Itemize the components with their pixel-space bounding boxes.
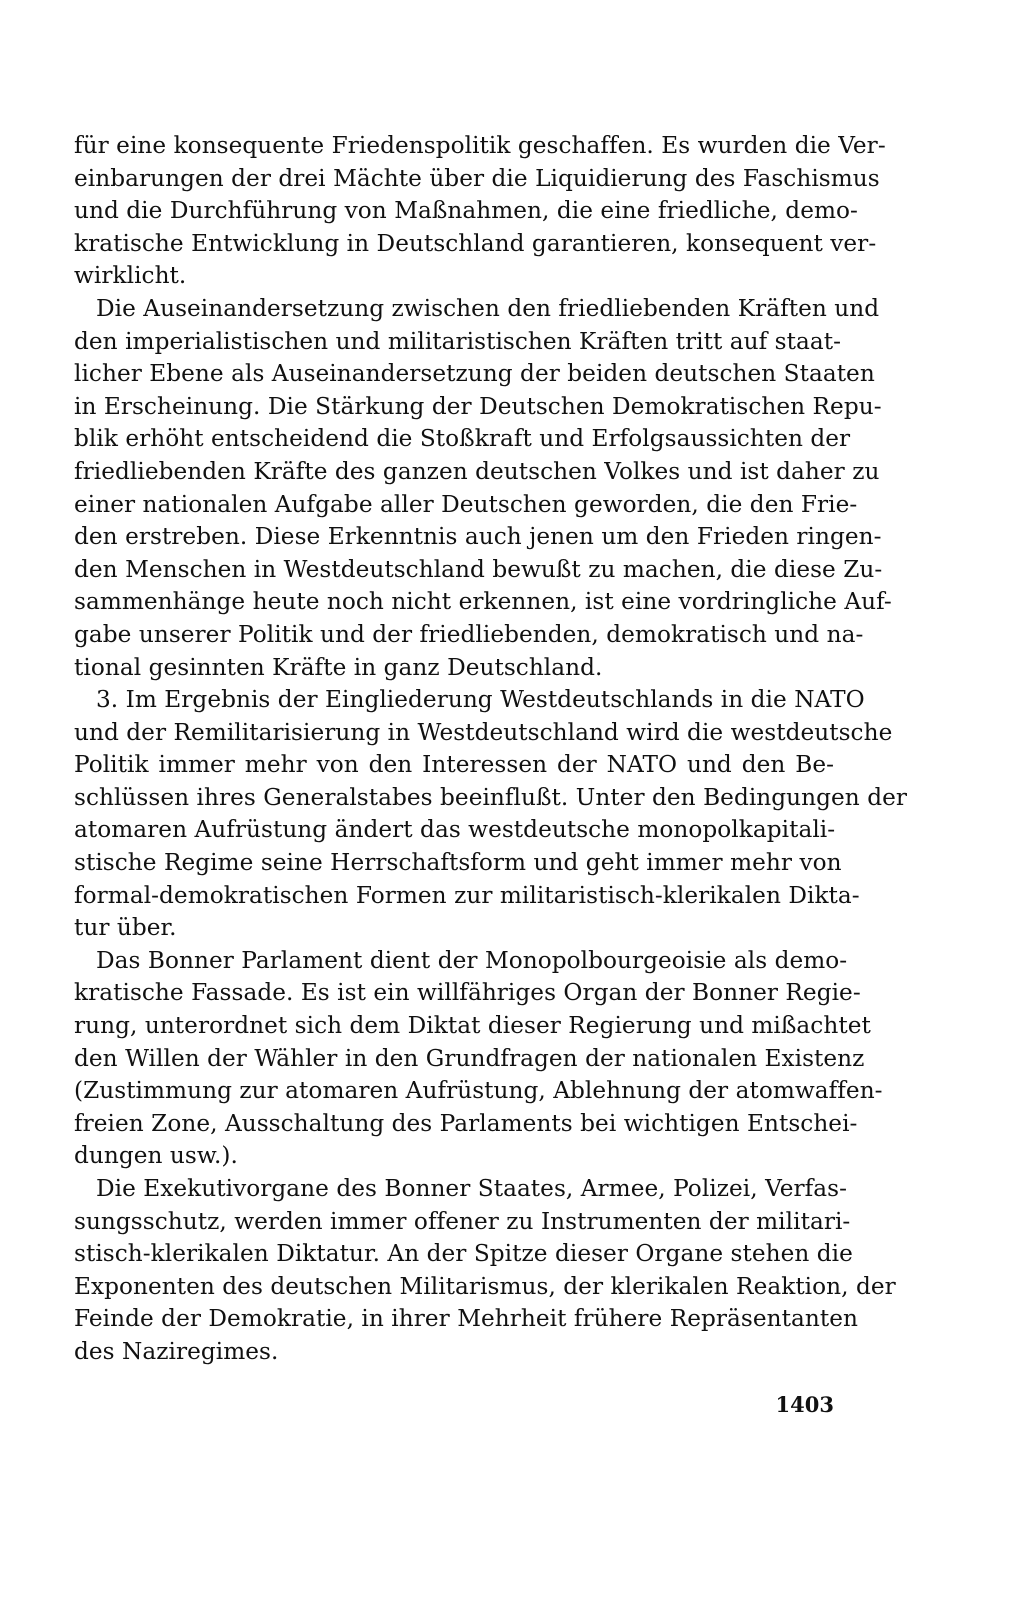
text-line: freien Zone, Ausschaltung des Parlaments bei wichtigen Entschei- <box>74 1109 858 1137</box>
text-line: (Zustimmung zur atomaren Aufrüstung, Ablehnung der atomwaffen- <box>74 1077 883 1105</box>
paragraph <box>74 945 883 1173</box>
text-line: und die Durchführung von Maßnahmen, die eine friedliche, demo- <box>74 197 858 225</box>
text-line: und der Remilitarisierung in Westdeutschland wird die westdeutsche <box>74 718 893 746</box>
page-number: 1403 <box>775 1392 834 1417</box>
text-line: einbarungen der drei Mächte über die Liquidierung des Faschismus <box>74 164 880 192</box>
text-line: stische Regime seine Herrschaftsform und geht immer mehr von <box>74 849 842 877</box>
text-line: einer nationalen Aufgabe aller Deutschen geworden, die den Frie- <box>74 490 858 518</box>
text-line: schlüssen ihres Generalstabes beeinflußt. Unter den Bedingungen der <box>74 783 908 811</box>
text-line: blik erhöht entscheidend die Stoßkraft und Erfolgsaussichten der <box>74 425 851 453</box>
text-line: tional gesinnten Kräfte in ganz Deutschland. <box>74 653 603 681</box>
text-line: stisch-klerikalen Diktatur. An der Spitze dieser Organe stehen die <box>74 1240 853 1268</box>
text-line: den Willen der Wähler in den Grundfragen der nationalen Existenz <box>74 1044 865 1072</box>
text-line: friedliebenden Kräfte des ganzen deutschen Volkes und ist daher zu <box>74 457 880 485</box>
text-line: in Erscheinung. Die Stärkung der Deutschen Demokratischen Repu- <box>74 392 882 420</box>
text-line: kratische Entwicklung in Deutschland garantieren, konsequent ver- <box>74 229 877 257</box>
text-line: Politik immer mehr von den Interessen der NATO und den Be- <box>74 751 834 779</box>
text-line: Das Bonner Parlament dient der Monopolbourgeoisie als demo- <box>96 946 848 974</box>
text-line: Die Exekutivorgane des Bonner Staates, Armee, Polizei, Verfas- <box>96 1175 848 1202</box>
paragraph <box>74 130 886 293</box>
text-line: Die Auseinandersetzung zwischen den friedliebenden Kräften und <box>96 294 880 322</box>
text-line: 3. Im Ergebnis der Eingliederung Westdeutschlands in die NATO <box>96 686 865 714</box>
text-line: wirklicht. <box>74 262 187 290</box>
text-line: tur über. <box>74 914 177 942</box>
text-line: den imperialistischen und militaristischen Kräften tritt auf staat- <box>74 327 841 355</box>
text-line: atomaren Aufrüstung ändert das westdeutsche monopolkapitali- <box>74 816 836 844</box>
text-line: dungen usw.). <box>74 1142 238 1170</box>
text-line: rung, unterordnet sich dem Diktat dieser Regierung und mißachtet <box>74 1012 871 1040</box>
text-line: für eine konsequente Friedenspolitik geschaffen. Es wurden die Ver- <box>74 132 886 159</box>
text-line: formal-demokratischen Formen zur militaristisch-klerikalen Dikta- <box>74 881 860 909</box>
text-line: den erstreben. Diese Erkenntnis auch jenen um den Frieden ringen- <box>74 523 882 551</box>
text-line: Exponenten des deutschen Militarismus, der klerikalen Reaktion, der <box>74 1272 896 1300</box>
text-line: des Naziregimes. <box>74 1337 279 1365</box>
text-line: kratische Fassade. Es ist ein willfähriges Organ der Bonner Regie- <box>74 979 861 1007</box>
text-line: sammenhänge heute noch nicht erkennen, ist eine vordringliche Auf- <box>74 588 892 616</box>
text-line: licher Ebene als Auseinandersetzung der beiden deutschen Staaten <box>74 360 875 388</box>
body-text <box>74 130 908 1369</box>
text-line: gabe unserer Politik und der friedliebenden, demokratisch und na- <box>74 620 864 648</box>
text-line: den Menschen in Westdeutschland bewußt zu machen, die diese Zu- <box>74 555 883 583</box>
text-line: Feinde der Demokratie, in ihrer Mehrheit frühere Repräsentanten <box>74 1305 858 1333</box>
text-line: sungsschutz, werden immer offener zu Instrumenten der militari- <box>74 1207 851 1235</box>
paragraph <box>74 1173 896 1369</box>
paragraph <box>74 684 908 945</box>
paragraph <box>74 293 892 684</box>
